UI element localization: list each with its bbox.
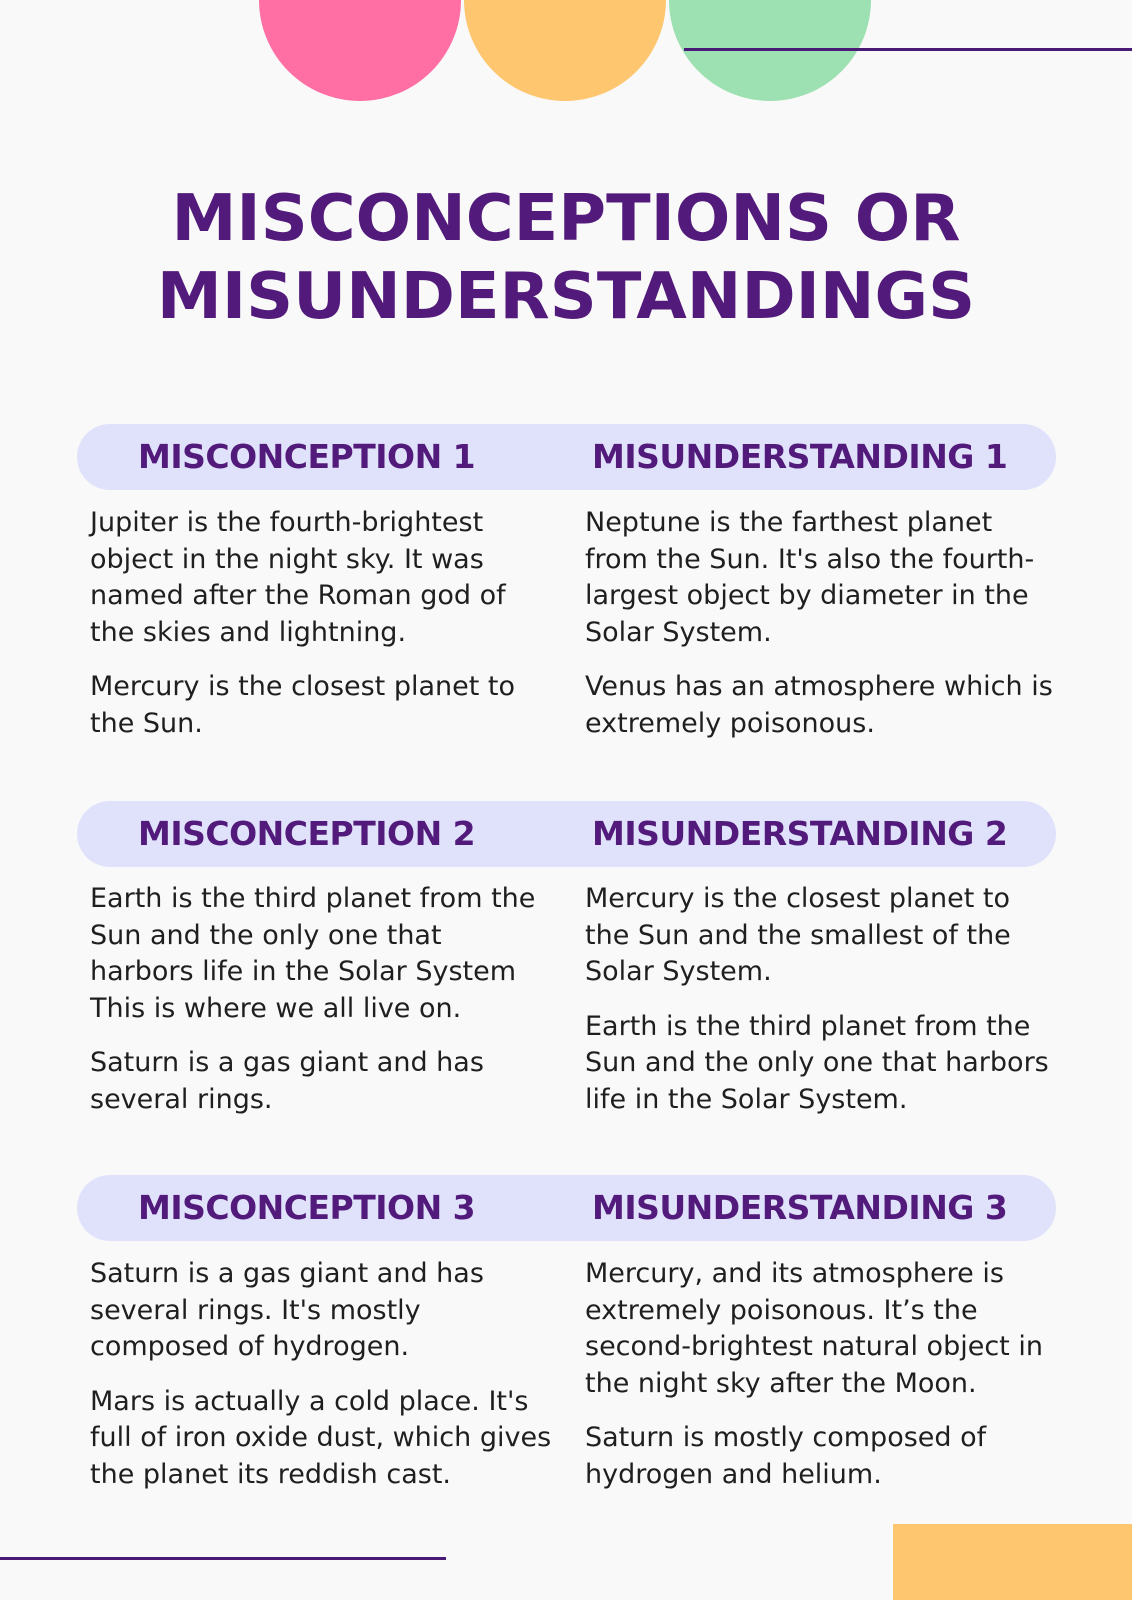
paragraph: Saturn is a gas giant and has several rings. — [90, 1047, 484, 1115]
misconception-2-heading: MISCONCEPTION 2 — [138, 814, 476, 853]
paragraph: Mercury is the closest planet to the Sun. — [90, 671, 516, 739]
paragraph: Mercury is the closest planet to the Sun and the smallest of the Solar System. — [585, 883, 1011, 987]
section-header-row-1 — [77, 424, 1056, 490]
misunderstanding-2-body — [585, 881, 1055, 1136]
section-header-row-2 — [77, 801, 1056, 867]
misconception-1-body — [90, 505, 552, 760]
misconception-2-body — [90, 881, 552, 1136]
decorative-pink-circle — [259, 0, 461, 101]
paragraph: Mercury, and its atmosphere is extremely poisonous. It’s the second-brightest natural object in the night sky after the Moon. — [585, 1258, 1043, 1399]
paragraph: Jupiter is the fourth-brightest object in the night sky. It was named after the Roman god of the skies and lightning. — [90, 507, 506, 648]
page-title — [0, 180, 1132, 336]
misunderstanding-3-body — [585, 1256, 1055, 1511]
misunderstanding-3-heading: MISUNDERSTANDING 3 — [592, 1188, 1008, 1227]
paragraph: Earth is the third planet from the Sun and the only one that harbors life in the Solar System This is where we all live on. — [90, 883, 536, 1024]
page-title-line-2: MISUNDERSTANDINGS — [156, 260, 976, 334]
misconception-3-heading: MISCONCEPTION 3 — [138, 1188, 476, 1227]
paragraph: Saturn is a gas giant and has several rings. It's mostly composed of hydrogen. — [90, 1258, 484, 1362]
misunderstanding-2-heading: MISUNDERSTANDING 2 — [592, 814, 1008, 853]
decorative-bottom-line — [0, 1557, 446, 1560]
paragraph: Earth is the third planet from the Sun and the only one that harbors life in the Solar System. — [585, 1010, 1049, 1115]
paragraph: Mars is actually a cold place. It's full of iron oxide dust, which gives the planet its reddish cast. — [90, 1385, 552, 1490]
paragraph: Venus has an atmosphere which is extremely poisonous. — [585, 671, 1053, 739]
misunderstanding-1-body — [585, 505, 1055, 760]
section-header-row-3 — [77, 1175, 1056, 1241]
paragraph: Saturn is mostly composed of hydrogen and helium. — [585, 1422, 987, 1490]
misconception-1-heading: MISCONCEPTION 1 — [138, 437, 476, 476]
misunderstanding-1-heading: MISUNDERSTANDING 1 — [592, 437, 1008, 476]
decorative-bottom-block — [893, 1524, 1132, 1600]
decorative-yellow-circle — [464, 0, 666, 101]
paragraph: Neptune is the farthest planet from the Sun. It's also the fourth-largest object by diameter in the Solar System. — [585, 507, 1035, 648]
page-title-line-1: MISCONCEPTIONS OR — [171, 182, 961, 256]
decorative-top-line — [684, 48, 1132, 51]
misconception-3-body — [90, 1256, 552, 1511]
